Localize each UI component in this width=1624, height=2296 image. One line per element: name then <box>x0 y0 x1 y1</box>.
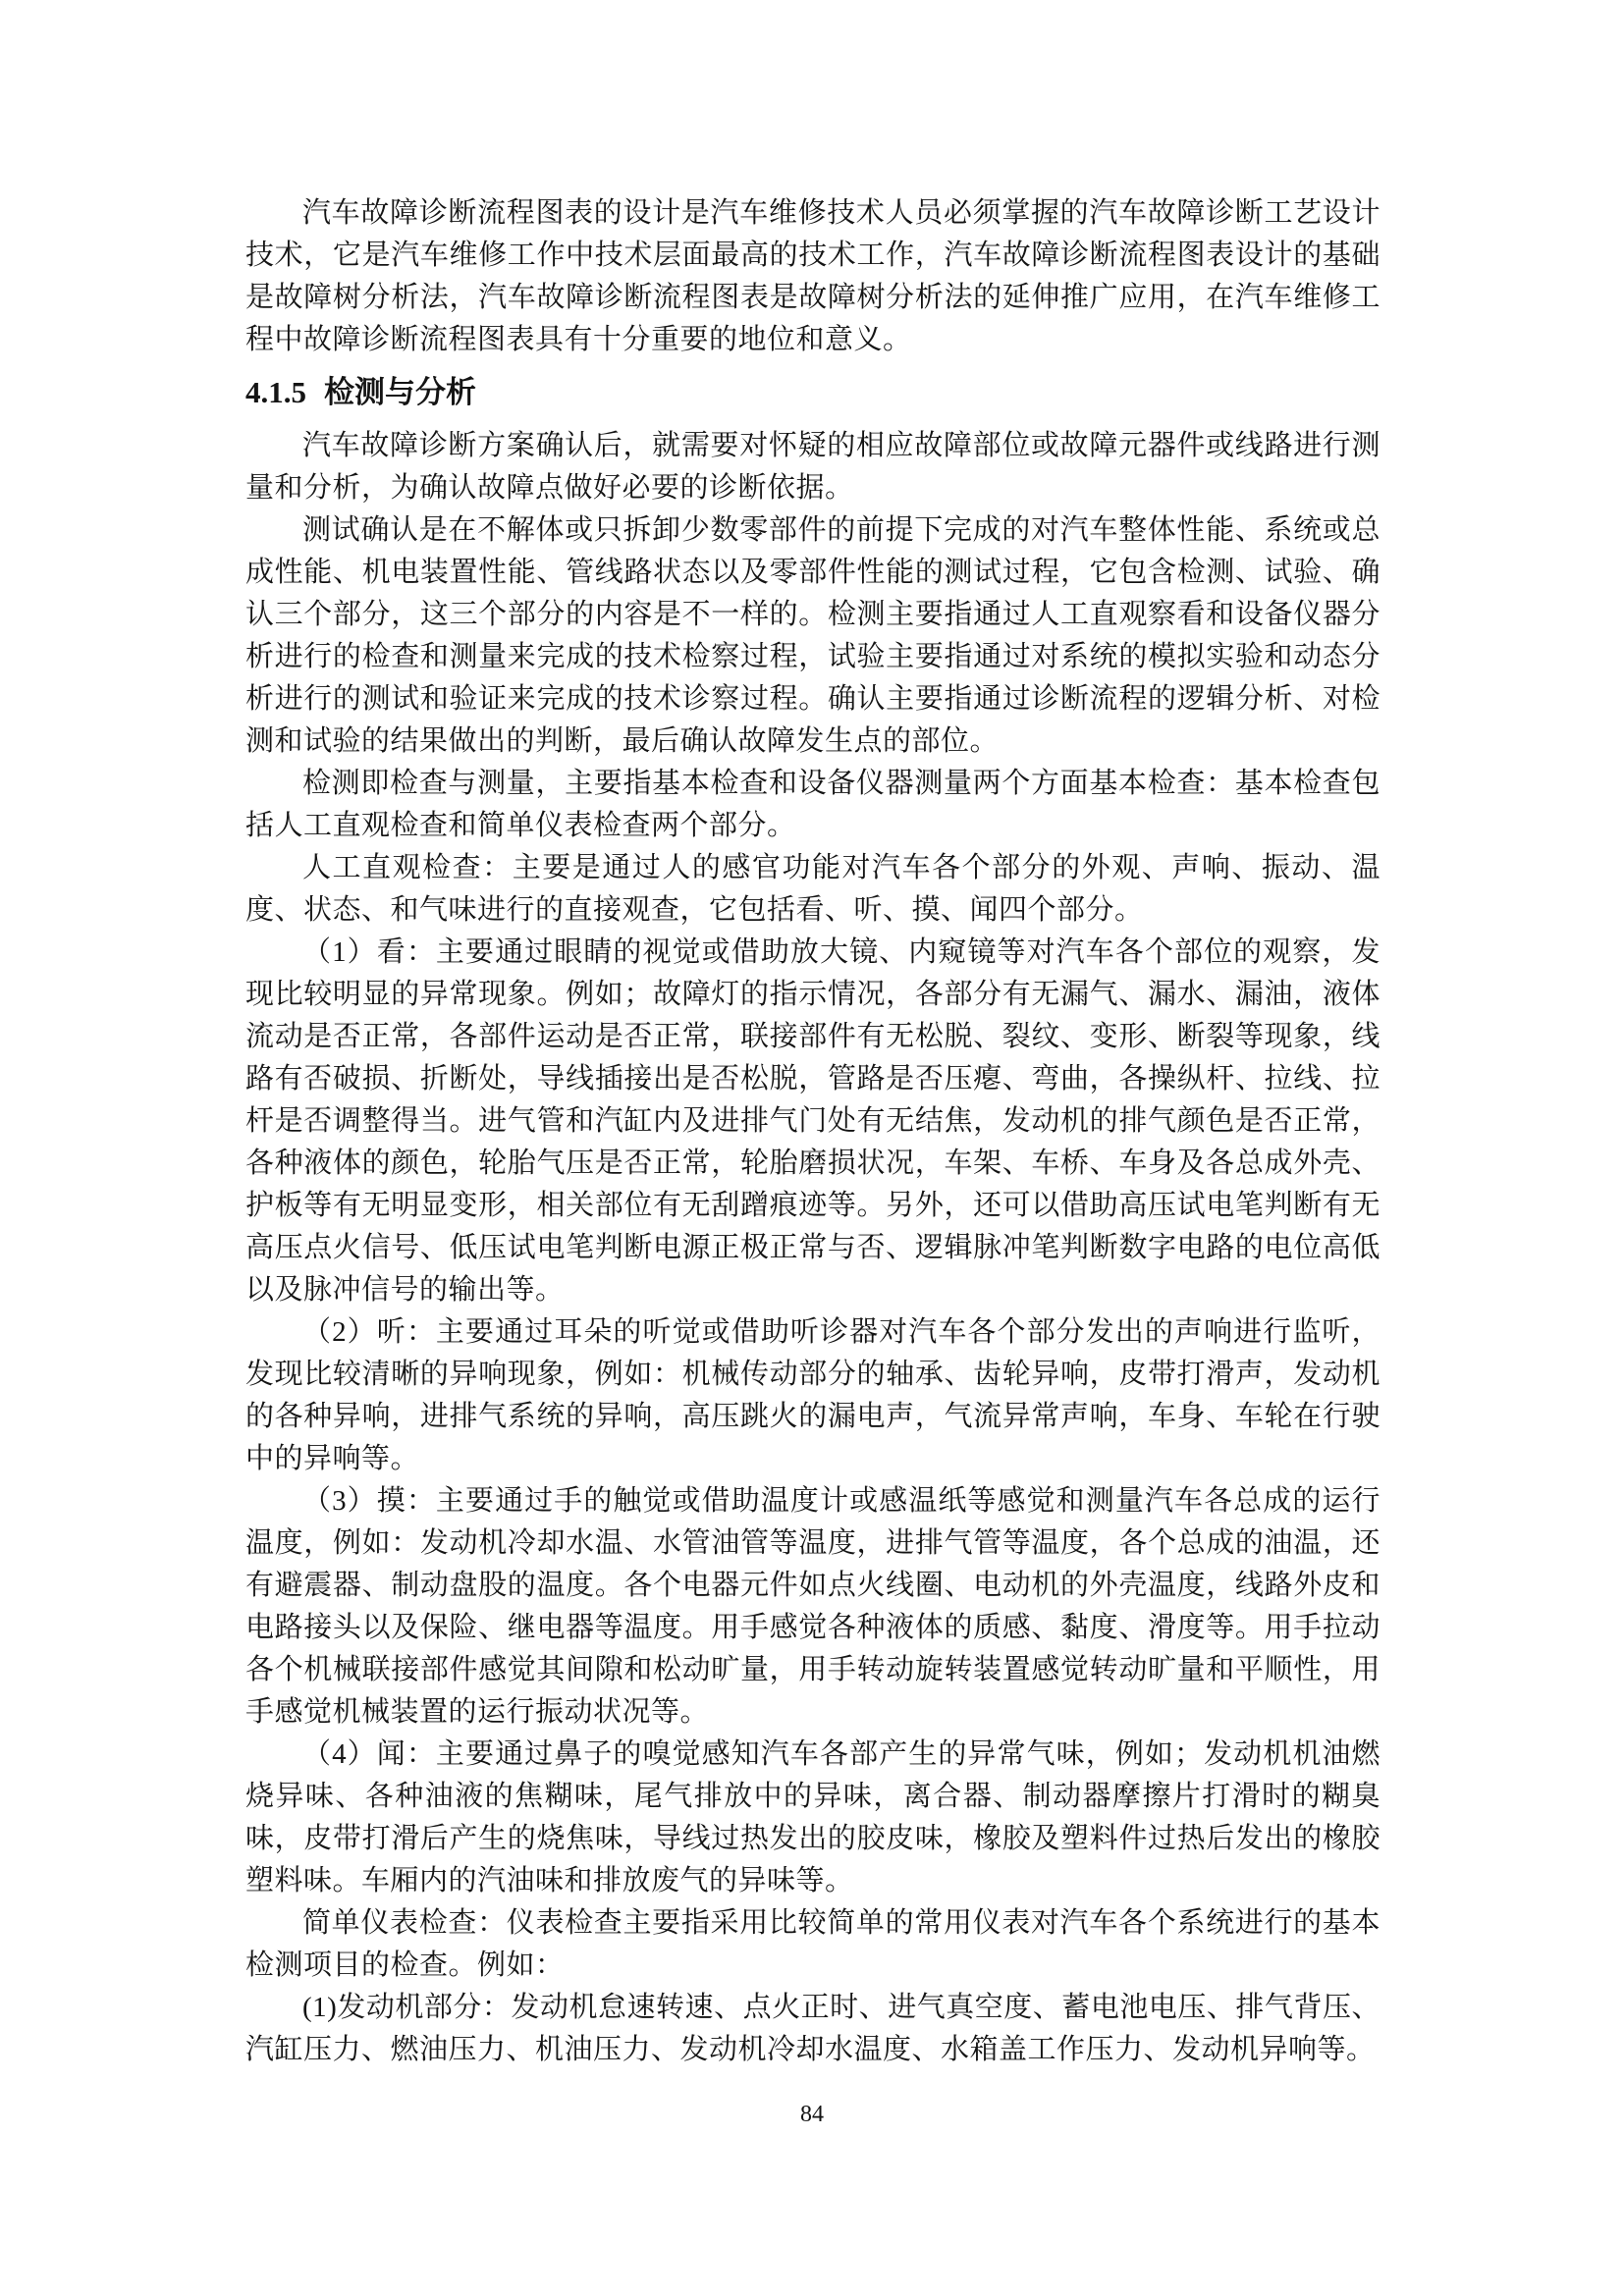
paragraph: 人工直观检查：主要是通过人的感官功能对汽车各个部分的外观、声响、振动、温度、状态、和气味进行的直接观查，它包括看、听、摸、闻四个部分。 <box>245 852 1380 926</box>
paragraph-item-listen: （2）听：主要通过耳朵的听觉或借助听诊器对汽车各个部分发出的声响进行监听，发现比较清晰的异响现象，例如：机械传动部分的轴承、齿轮异响，皮带打滑声，发动机的各种异响，进排气系统的异响，高压跳火的漏电声，气流异常声响，车身、车轮在行驶中的异响等。 <box>245 1316 1380 1474</box>
paragraph-engine-items: (1)发动机部分：发动机怠速转速、点火正时、进气真空度、蓄电池电压、排气背压、汽缸压力、燃油压力、机油压力、发动机冷却水温度、水箱盖工作压力、发动机异响等。 <box>245 1992 1380 2065</box>
paragraph-item-touch: （3）摸：主要通过手的触觉或借助温度计或感温纸等感觉和测量汽车各总成的运行温度，例如：发动机冷却水温、水管油管等温度，进排气管等温度，各个总成的油温，还有避震器、制动盘股的温度。各个电器元件如点火线圈、电动机的外壳温度，线路外皮和电路接头以及保险、继电器等温度。用手感觉各种液体的质感、黏度、滑度等。用手拉动各个机械联接部件感觉其间隙和松动旷量，用手转动旋转装置感觉转动旷量和平顺性，用手感觉机械装置的运行振动状况等。 <box>245 1485 1380 1728</box>
section-number: 4.1.5 <box>245 375 306 409</box>
paragraph: 测试确认是在不解体或只拆卸少数零部件的前提下完成的对汽车整体性能、系统或总成性能、机电装置性能、管线路状态以及零部件性能的测试过程，它包含检测、试验、确认三个部分，这三个部分的内容是不一样的。检测主要指通过人工直观察看和设备仪器分析进行的检查和测量来完成的技术检察过程，试验主要指通过对系统的模拟实验和动态分析进行的测试和验证来完成的技术诊察过程。确认主要指通过诊断流程的逻辑分析、对检测和试验的结果做出的判断，最后确认故障发生点的部位。 <box>245 514 1380 757</box>
paragraph: 检测即检查与测量，主要指基本检查和设备仪器测量两个方面基本检查：基本检查包括人工直观检查和简单仪表检查两个部分。 <box>245 768 1380 841</box>
paragraph: 简单仪表检查：仪表检查主要指采用比较简单的常用仪表对汽车各个系统进行的基本检测项目的检查。例如： <box>245 1907 1380 1981</box>
paragraph-item-look: （1）看：主要通过眼睛的视觉或借助放大镜、内窥镜等对汽车各个部位的观察，发现比较明显的异常现象。例如；故障灯的指示情况，各部分有无漏气、漏水、漏油，液体流动是否正常，各部件运动是否正常，联接部件有无松脱、裂纹、变形、断裂等现象，线路有否破损、折断处，导线插接出是否松脱，管路是否压瘪、弯曲，各操纵杆、拉线、拉杆是否调整得当。进气管和汽缸内及进排气门处有无结焦，发动机的排气颜色是否正常，各种液体的颜色，轮胎气压是否正常，轮胎磨损状况，车架、车桥、车身及各总成外壳、护板等有无明显变形，相关部位有无刮蹭痕迹等。另外，还可以借助高压试电笔判断有无高压点火信号、低压试电笔判断电源正极正常与否、逻辑脉冲笔判断数字电路的电位高低以及脉冲信号的输出等。 <box>245 936 1380 1306</box>
paragraph-item-smell: （4）闻：主要通过鼻子的嗅觉感知汽车各部产生的异常气味，例如；发动机机油燃烧异味、各种油液的焦糊味，尾气排放中的异味，离合器、制动器摩擦片打滑时的糊臭味，皮带打滑后产生的烧焦味，导线过热发出的胶皮味，橡胶及塑料件过热后发出的橡胶塑料味。车厢内的汽油味和排放废气的异味等。 <box>245 1738 1380 1896</box>
page-footer <box>0 2101 1624 2128</box>
section-title: 检测与分析 <box>324 375 476 409</box>
page-number: 84 <box>800 2102 824 2127</box>
page-content <box>245 192 1380 2071</box>
section-heading <box>245 371 1380 414</box>
paragraph: 汽车故障诊断方案确认后，就需要对怀疑的相应故障部位或故障元器件或线路进行测量和分析，为确认故障点做好必要的诊断依据。 <box>245 430 1380 504</box>
paragraph: 汽车故障诊断流程图表的设计是汽车维修技术人员必须掌握的汽车故障诊断工艺设计技术，它是汽车维修工作中技术层面最高的技术工作，汽车故障诊断流程图表设计的基础是故障树分析法，汽车故障诊断流程图表是故障树分析法的延伸推广应用，在汽车维修工程中故障诊断流程图表具有十分重要的地位和意义。 <box>245 197 1380 355</box>
